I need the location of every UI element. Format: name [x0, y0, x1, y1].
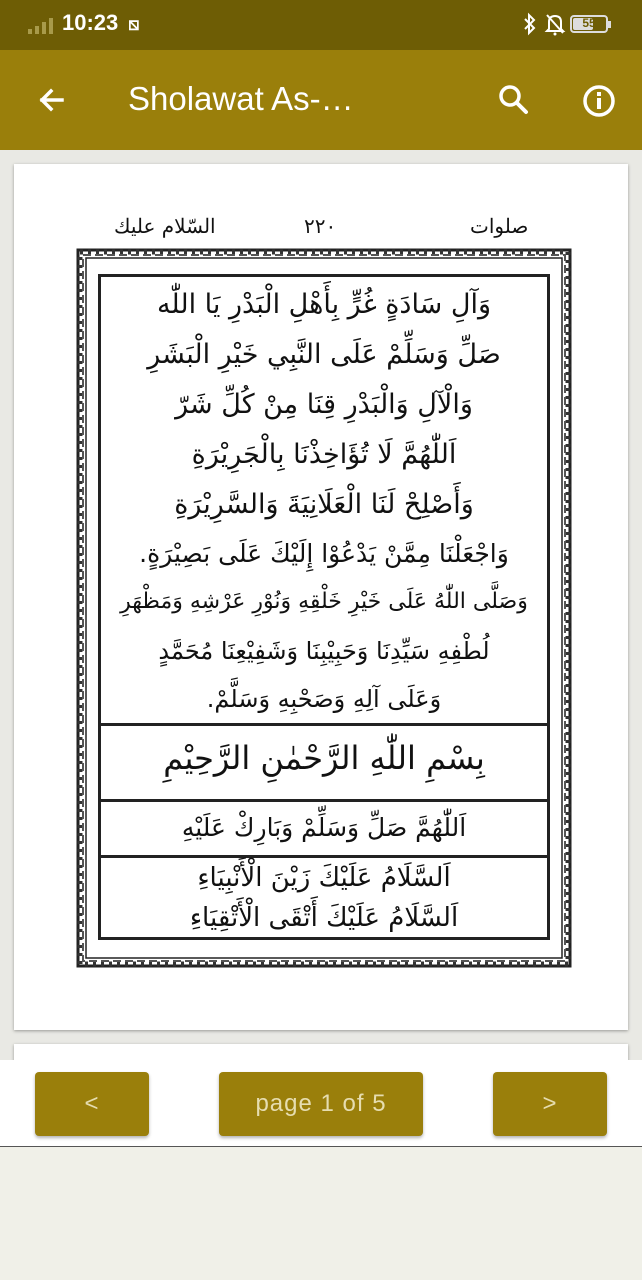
verse-line: وَالْآلِ وَالْبَدْرِ قِنَا مِنْ كُلِّ شَرّ: [175, 389, 473, 420]
verse-line: وَأَصْلِحْ لَنَا الْعَلَانِيَةَ وَالسَّرِيْرَةِ: [174, 489, 474, 520]
status-bar: [0, 0, 642, 50]
section-divider: [101, 855, 547, 858]
section-divider: [101, 799, 547, 802]
empty-area: [0, 1147, 642, 1280]
status-time: 10:23: [62, 10, 119, 35]
text-frame: [98, 274, 550, 940]
verse-line: وَاجْعَلْنَا مِمَّنْ يَدْعُوْا إِلَيْكَ عَلَى بَصِيْرَةٍ.: [139, 539, 509, 568]
verse-line: وَعَلَى آلِهِ وَصَحْبِهِ وَسَلَّمْ.: [206, 685, 442, 713]
info-icon[interactable]: [578, 80, 620, 122]
verse-line: اَللّٰهُمَّ لَا تُؤَاخِذْنَا بِالْجَرِيْرَةِ: [191, 439, 457, 470]
notification-off-icon: [544, 12, 566, 36]
sholawat-line: اَللّٰهُمَّ صَلِّ وَسَلِّمْ وَبَارِكْ عَلَيْهِ: [181, 813, 467, 842]
pdf-viewer[interactable]: [0, 150, 642, 1060]
bluetooth-icon: [522, 12, 538, 36]
basmala: بِسْمِ اللّٰهِ الرَّحْمٰنِ الرَّحِيْمِ: [163, 739, 485, 777]
signal-icon: [28, 16, 56, 34]
salam-line: اَلسَّلَامُ عَلَيْكَ زَيْنَ الْأَنْبِيَاءِ: [197, 863, 451, 893]
verse-line: وَصَلَّى اللّٰهُ عَلَى خَيْرِ خَلْقِهِ وَنُوْرِ عَرْشِهِ وَمَظْهَرِ: [120, 589, 528, 614]
sim-icon: ⧅: [128, 14, 140, 35]
battery-icon: [570, 15, 608, 33]
page-header-right: السّلام عليك: [114, 214, 216, 238]
search-icon[interactable]: [494, 80, 534, 120]
next-document-page: [14, 1044, 628, 1060]
battery-level: 55: [582, 16, 596, 30]
verse-line: صَلِّ وَسَلِّمْ عَلَى النَّبِي خَيْرِ الْبَشَرِ: [147, 339, 501, 370]
app-title: Sholawat As-…: [128, 80, 354, 117]
app-bar: [0, 50, 642, 150]
next-page-button[interactable]: >: [493, 1072, 607, 1136]
document-page: [14, 164, 628, 1030]
section-divider: [101, 723, 547, 726]
page-header-left: صلوات: [470, 214, 529, 238]
arrow-left-icon[interactable]: [32, 80, 72, 120]
previous-page-button[interactable]: <: [35, 1072, 149, 1136]
pagination-bar: [0, 1060, 642, 1147]
salam-line: اَلسَّلَامُ عَلَيْكَ أَتْقَى الْأَتْقِيَاءِ: [189, 903, 459, 933]
page-header: [114, 214, 544, 244]
page-number-arabic: ٢٢٠: [304, 214, 337, 238]
verse-line: وَآلِ سَادَةٍ غُرٍّ بِأَهْلِ الْبَدْرِ يَا اللّٰه: [156, 289, 492, 320]
page-indicator-button[interactable]: page 1 of 5: [219, 1072, 423, 1136]
verse-line: لُطْفِهِ سَيِّدِنَا وَحَبِيْبِنَا وَشَفِيْعِنَا مُحَمَّدٍ: [158, 637, 490, 665]
